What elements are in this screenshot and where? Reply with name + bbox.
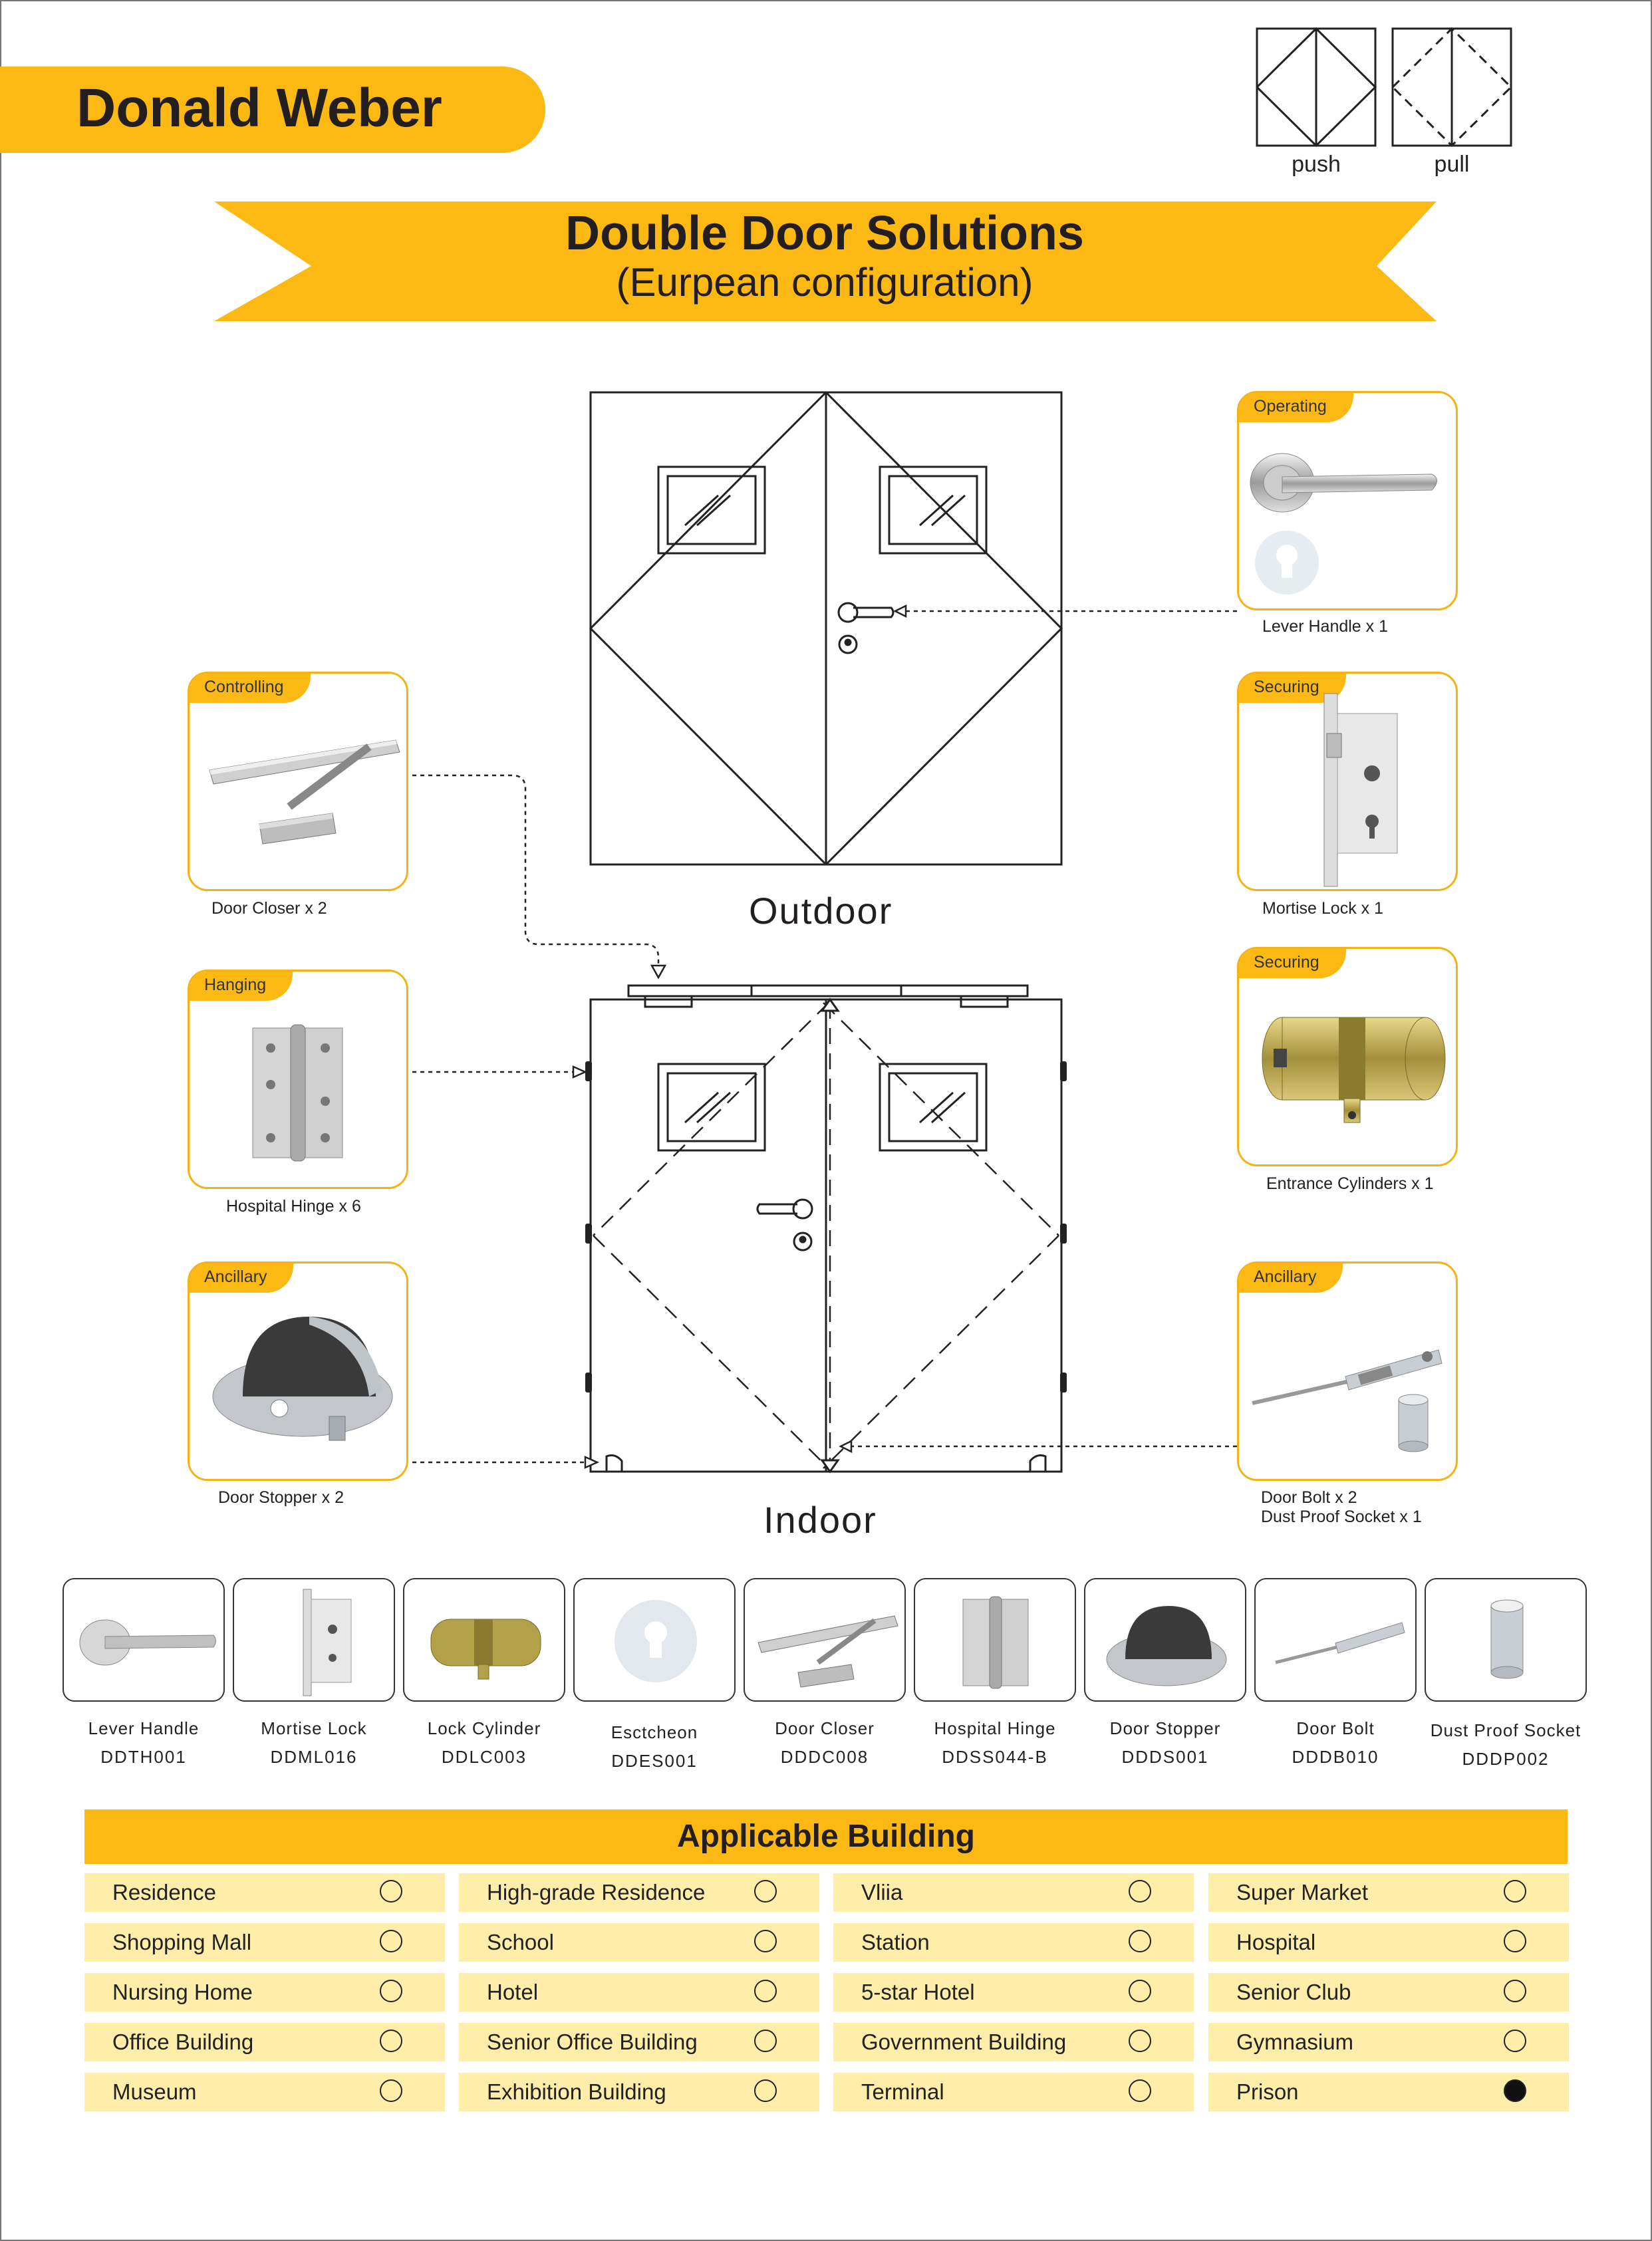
building-option-label: Office Building (112, 2030, 254, 2054)
card-securing-lock-caption: Mortise Lock x 1 (1262, 899, 1384, 918)
building-option-radio[interactable] (754, 2079, 777, 2102)
leader-lines (412, 611, 1237, 1462)
building-option (1208, 2073, 1569, 2111)
building-option-radio[interactable] (754, 1880, 777, 1903)
building-option-radio[interactable] (380, 1930, 402, 1952)
card-ancillary-left-caption: Door Stopper x 2 (218, 1488, 344, 1507)
card-hanging-caption: Hospital Hinge x 6 (226, 1197, 361, 1216)
building-option-radio[interactable] (1504, 2079, 1526, 2102)
card-securing-cylinder-caption: Entrance Cylinders x 1 (1266, 1174, 1434, 1193)
building-option (459, 1873, 819, 1912)
product-card-hospital-hinge[interactable] (914, 1578, 1076, 1702)
indoor-door-diagram (591, 986, 1061, 1472)
product-code: DDTH001 (100, 1747, 187, 1767)
hinge-icon (190, 972, 408, 1189)
building-option (459, 2073, 819, 2111)
building-option-radio[interactable] (1129, 2030, 1151, 2052)
product-name: Hospital Hinge (934, 1718, 1056, 1738)
building-option (459, 2023, 819, 2061)
leader-arrows (573, 606, 906, 1468)
building-option-radio[interactable] (754, 1980, 777, 2002)
building-option-radio[interactable] (754, 1930, 777, 1952)
door-closer-icon (190, 674, 408, 891)
product-code: DDDC008 (780, 1747, 869, 1767)
product-card-lever-handle[interactable] (63, 1578, 225, 1702)
product-name: Lever Handle (88, 1718, 200, 1738)
building-option-radio[interactable] (1504, 2030, 1526, 2052)
card-tag: Hanging (190, 972, 293, 1001)
card-tag: Ancillary (1239, 1263, 1343, 1293)
card-tag: Operating (1239, 393, 1353, 422)
building-option-radio[interactable] (1129, 1930, 1151, 1952)
product-name: Dust Proof Socket (1430, 1720, 1582, 1740)
building-option-label: Nursing Home (112, 1980, 253, 2004)
indoor-label: Indoor (763, 1499, 877, 1541)
building-option-radio[interactable] (380, 2079, 402, 2102)
building-option (833, 2073, 1194, 2111)
building-option-label: Senior Office Building (487, 2030, 698, 2054)
building-option-label: Government Building (861, 2030, 1067, 2054)
building-option-label: Residence (112, 1880, 216, 1905)
product-card-mortise-lock[interactable] (233, 1578, 395, 1702)
product-code: DDLC003 (441, 1747, 527, 1767)
card-controlling (188, 672, 408, 891)
building-option-label: Gymnasium (1236, 2030, 1354, 2054)
building-option (833, 2023, 1194, 2061)
building-option (84, 1923, 445, 1962)
building-option-label: School (487, 1930, 554, 1954)
door-closer-icon (745, 1579, 907, 1703)
building-option-label: Shopping Mall (112, 1930, 252, 1954)
door-bolt-icon (1256, 1579, 1418, 1703)
card-tag: Securing (1239, 674, 1346, 703)
building-option (84, 2073, 445, 2111)
lock-cylinder-icon (1239, 949, 1458, 1166)
building-option-label: Museum (112, 2079, 197, 2104)
card-hanging (188, 970, 408, 1189)
building-option-label: Station (861, 1930, 930, 1954)
push-legend-icon (1257, 29, 1375, 146)
outdoor-label: Outdoor (749, 890, 893, 932)
building-option-radio[interactable] (1129, 1980, 1151, 2002)
outdoor-door-diagram (591, 392, 1061, 864)
product-card-lock-cylinder[interactable] (403, 1578, 565, 1702)
door-bolt-icon (1239, 1263, 1458, 1481)
building-option-radio[interactable] (754, 2030, 777, 2052)
product-code: DDDS001 (1121, 1747, 1209, 1767)
building-option-label: High-grade Residence (487, 1880, 706, 1905)
card-tag: Securing (1239, 949, 1346, 978)
lever-handle-icon (1239, 393, 1458, 610)
card-tag: Controlling (190, 674, 311, 703)
building-option-label: 5-star Hotel (861, 1980, 975, 2004)
building-option-label: Prison (1236, 2079, 1299, 2104)
building-option-label: Hospital (1236, 1930, 1316, 1954)
building-option-label: Super Market (1236, 1880, 1369, 1905)
building-option (84, 1973, 445, 2012)
card-operating-caption: Lever Handle x 1 (1262, 617, 1389, 636)
door-stopper-icon (1085, 1579, 1248, 1703)
escutcheon-icon (575, 1579, 737, 1703)
building-option-radio[interactable] (1504, 1980, 1526, 2002)
push-label: push (1292, 152, 1341, 177)
building-option-label: Terminal (861, 2079, 944, 2104)
dust-socket-icon (1426, 1579, 1588, 1703)
building-option-radio[interactable] (1504, 1880, 1526, 1903)
applicable-building-header (84, 1809, 1568, 1864)
pull-label: pull (1434, 152, 1470, 177)
building-option-radio[interactable] (380, 1880, 402, 1903)
product-card-dust-proof-socket[interactable] (1425, 1578, 1587, 1702)
product-name: Door Bolt (1296, 1718, 1375, 1738)
building-option (833, 1873, 1194, 1912)
building-option (84, 1873, 445, 1912)
product-code: DDDP002 (1462, 1749, 1550, 1769)
lock-cylinder-icon (404, 1579, 567, 1703)
product-name: Mortise Lock (261, 1718, 367, 1738)
building-option (833, 1923, 1194, 1962)
product-name: Esctcheon (611, 1722, 698, 1742)
product-code: DDML016 (270, 1747, 358, 1767)
card-securing-lock (1237, 672, 1458, 891)
mortise-lock-icon (1239, 674, 1458, 891)
product-card-door-bolt[interactable] (1254, 1578, 1417, 1702)
page-title: Double Door Solutions (565, 207, 1084, 260)
building-option (1208, 1873, 1569, 1912)
product-name: Lock Cylinder (427, 1718, 541, 1738)
building-option (84, 2023, 445, 2061)
building-option (1208, 1973, 1569, 2012)
product-card-escutcheon[interactable] (573, 1578, 736, 1702)
product-name: Door Stopper (1109, 1718, 1221, 1738)
card-controlling-caption: Door Closer x 2 (211, 899, 327, 918)
card-operating (1237, 391, 1458, 610)
building-option-label: Vliia (861, 1880, 903, 1905)
card-ancillary-left (188, 1261, 408, 1481)
building-option (1208, 2023, 1569, 2061)
card-ancillary-right-caption: Door Bolt x 2 (1261, 1488, 1357, 1507)
building-option-radio[interactable] (1129, 1880, 1151, 1903)
product-code: DDES001 (611, 1751, 698, 1771)
product-code: DDSS044-B (942, 1747, 1048, 1767)
door-stopper-icon (190, 1263, 408, 1481)
pull-legend-icon (1393, 29, 1511, 146)
hinge-icon (915, 1579, 1077, 1703)
building-option-radio[interactable] (380, 1980, 402, 2002)
product-card-door-stopper[interactable] (1084, 1578, 1246, 1702)
card-securing-cylinder (1237, 947, 1458, 1166)
building-option (459, 1973, 819, 2012)
building-option-radio[interactable] (380, 2030, 402, 2052)
card-ancillary-right-caption-2: Dust Proof Socket x 1 (1261, 1508, 1422, 1526)
applicable-building-title: Applicable Building (676, 1819, 975, 1854)
building-option-label: Exhibition Building (487, 2079, 666, 2104)
building-option-radio[interactable] (1129, 2079, 1151, 2102)
brand-name: Donald Weber (76, 78, 442, 138)
product-card-door-closer[interactable] (744, 1578, 906, 1702)
card-tag: Ancillary (190, 1263, 293, 1293)
card-ancillary-right (1237, 1261, 1458, 1481)
building-option-label: Senior Club (1236, 1980, 1351, 2004)
building-option-label: Hotel (487, 1980, 539, 2004)
product-name: Door Closer (775, 1718, 875, 1738)
building-option (833, 1973, 1194, 2012)
product-code: DDDB010 (1292, 1747, 1379, 1767)
building-option (459, 1923, 819, 1962)
building-option (1208, 1923, 1569, 1962)
page-subtitle: (Eurpean configuration) (616, 260, 1033, 305)
lever-handle-icon (64, 1579, 226, 1703)
mortise-lock-icon (234, 1579, 396, 1703)
building-option-radio[interactable] (1504, 1930, 1526, 1952)
